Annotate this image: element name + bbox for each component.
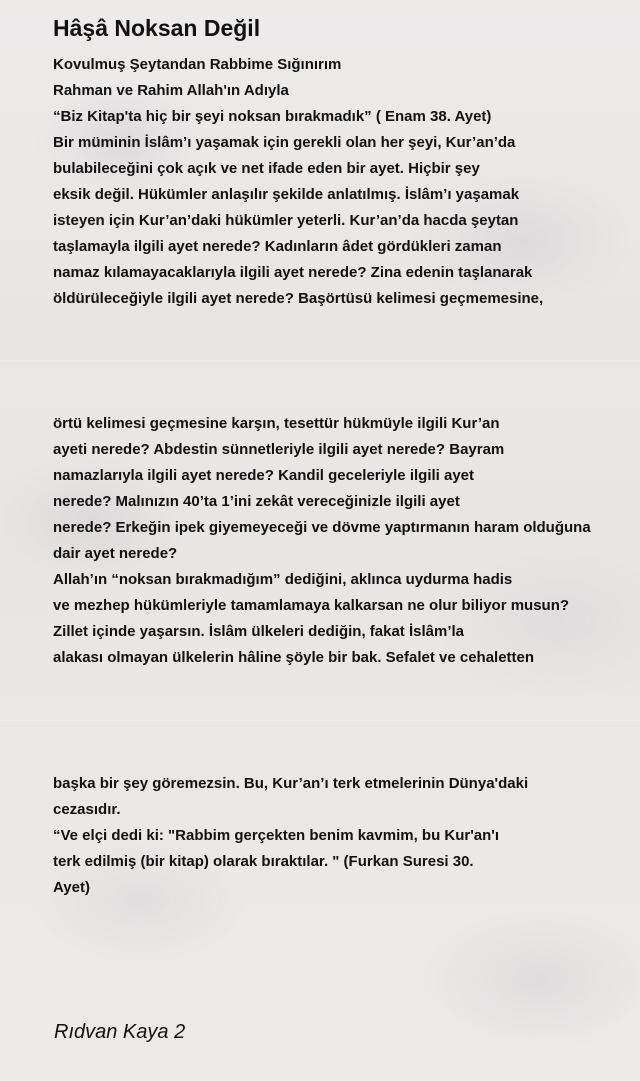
poem-line: alakası olmayan ülkelerin hâline şöyle bir bak. Sefalet ve cehaletten — [53, 649, 535, 666]
poem-line: Rahman ve Rahim Allah'ın Adıyla — [53, 82, 289, 99]
poem-title: Hâşâ Noksan Değil — [53, 15, 261, 41]
poem-line: bulabileceğini çok açık ve net ifade eden bir ayet. Hiçbir şey — [53, 160, 480, 177]
poem-line: dair ayet nerede? — [53, 545, 178, 562]
poem-line: cezasıdır. — [53, 801, 121, 818]
poem-line: isteyen için Kur’an’daki hükümler yeterli. Kur’an’da hacda şeytan — [53, 212, 519, 229]
poem-line: Ayet) — [53, 879, 90, 896]
poem-stanza-1 — [53, 52, 543, 312]
poem-line: namaz kılamayacaklarıyla ilgili ayet nerede? Zina edenin taşlanarak — [53, 264, 533, 281]
poem-line: başka bir şey göremezsin. Bu, Kur’an’ı terk etmelerinin Dünya'daki — [53, 775, 529, 792]
poem-line: terk edilmiş (bir kitap) olarak bıraktılar. " (Furkan Suresi 30. — [53, 853, 474, 870]
poem-line: eksik değil. Hükümler anlaşılır şekilde anlatılmış. İslâm’ı yaşamak — [53, 186, 520, 203]
poem-line: taşlamayla ilgili ayet nerede? Kadınların âdet gördükleri zaman — [53, 238, 502, 255]
poem-line: öldürüleceğiyle ilgili ayet nerede? Başörtüsü kelimesi geçmemesine, — [53, 290, 544, 307]
author-name: Rıdvan Kaya 2 — [54, 1021, 186, 1043]
poem-line: nerede? Malınızın 40’ta 1’ini zekât vereceğinizle ilgili ayet — [53, 493, 460, 510]
poem-stanza-3 — [53, 771, 528, 901]
poem-line: namazlarıyla ilgili ayet nerede? Kandil geceleriyle ilgili ayet — [53, 467, 475, 484]
poem-line: ve mezhep hükümleriyle tamamlamaya kalkarsan ne olur biliyor musun? — [53, 597, 570, 614]
poem-line: Allah’ın “noksan bırakmadığım” dediğini, aklınca uydurma hadis — [53, 571, 513, 588]
poem-line: nerede? Erkeğin ipek giyemeyeceği ve dövme yaptırmanın haram olduğuna — [53, 519, 591, 536]
poem-line: ayeti nerede? Abdestin sünnetleriyle ilgili ayet nerede? Bayram — [53, 441, 505, 458]
poem-line: “Biz Kitap'ta hiç bir şeyi noksan bırakmadık” ( Enam 38. Ayet) — [53, 108, 492, 125]
poem-line: Zillet içinde yaşarsın. İslâm ülkeleri dediğin, fakat İslâm’la — [53, 623, 464, 640]
poem-stanza-2 — [53, 411, 591, 671]
poem-line: “Ve elçi dedi ki: "Rabbim gerçekten benim kavmim, bu Kur'an'ı — [53, 827, 500, 844]
poem-line: Kovulmuş Şeytandan Rabbime Sığınırım — [53, 56, 342, 73]
poem-line: Bir müminin İslâm’ı yaşamak için gerekli olan her şeyi, Kur’an’da — [53, 134, 516, 151]
poem-line: örtü kelimesi geçmesine karşın, tesettür hükmüyle ilgili Kur’an — [53, 415, 500, 432]
